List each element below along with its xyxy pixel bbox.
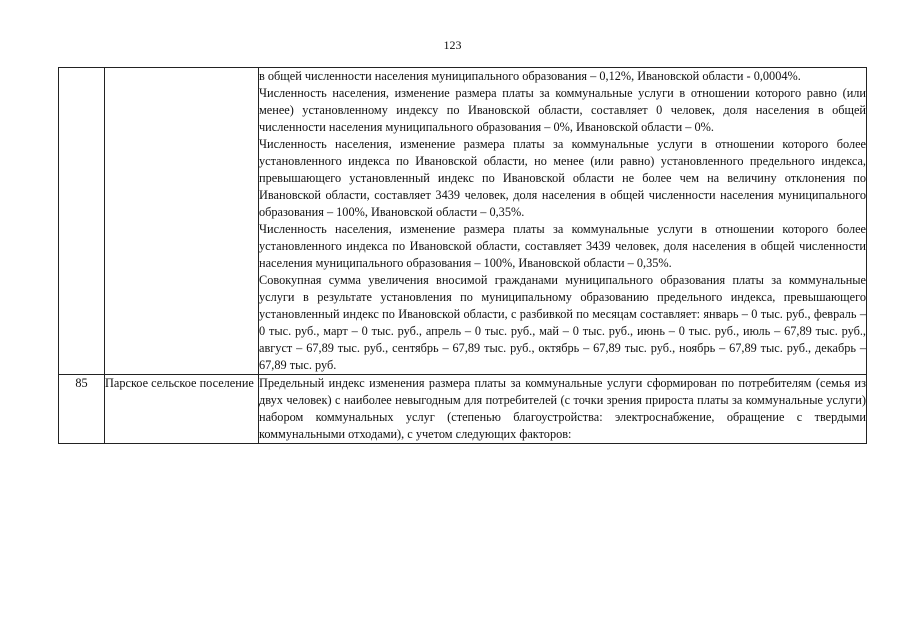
municipality-name-cell <box>105 68 259 375</box>
paragraph: в общей численности населения муниципального образования – 0,12%, Ивановской области - 0,0004%. <box>259 69 801 83</box>
row-number-cell <box>59 68 105 375</box>
municipality-name-cell <box>105 375 259 444</box>
description-cell <box>259 68 867 375</box>
table-row <box>59 375 867 444</box>
municipal-index-table <box>58 67 867 444</box>
paragraph: Численность населения, изменение размера платы за коммунальные услуги в отношении которого равно (или менее) установленному индексу по Ивановской области, составляет 0 человек, доля населения в общей численности населения муниципального образования – 0%, Ивановской области – 0%. <box>259 86 866 134</box>
municipality-name: Парское сельское поселение <box>105 376 254 390</box>
paragraph: Предельный индекс изменения размера платы за коммунальные услуги сформирован по потребителям (семья из двух человек) с наиболее невыгодным для потребителей (с точки зрения прироста платы за коммунальные услуги) набором коммунальных услуг (степенью благоустройства: электроснабжение, обращение с твердыми коммунальными отходами), с учетом следующих факторов: <box>259 376 866 441</box>
page-number: 123 <box>443 38 462 52</box>
row-number-cell: 85 <box>59 375 105 444</box>
paragraph: Численность населения, изменение размера платы за коммунальные услуги в отношении которого более установленного индекса по Ивановской области, составляет 3439 человек, доля населения в общей численности населения муниципального образования – 100%, Ивановской области – 0,35%. <box>259 222 866 270</box>
table-row <box>59 68 867 375</box>
paragraph: Численность населения, изменение размера платы за коммунальные услуги в отношении которого более установленного индекса по Ивановской области, но менее (или равно) установленного предельного индекса, превышающего установленный индекс по Ивановской области не более чем на величину отклонения по Ивановской области, составляет 3439 человек, доля населения в общей численности населения муниципального образования – 100%, Ивановской области – 0,35%. <box>259 137 866 219</box>
paragraph: Совокупная сумма увеличения вносимой гражданами муниципального образования платы за коммунальные услуги в результате установления по муниципальному образованию предельного индекса, превышающего установленный индекс по Ивановской области, с разбивкой по месяцам составляет: январь – 0 тыс. руб., февраль – 0 тыс. руб., март – 0 тыс. руб., апрель – 0 тыс. руб., май – 0 тыс. руб., июнь – 0 тыс. руб., июль – 67,89 тыс. руб., август – 67,89 тыс. руб., сентябрь – 67,89 тыс. руб., октябрь – 67,89 тыс. руб., ноябрь – 67,89 тыс. руб., декабрь – 67,89 тыс. руб. <box>259 273 866 372</box>
description-cell <box>259 375 867 444</box>
